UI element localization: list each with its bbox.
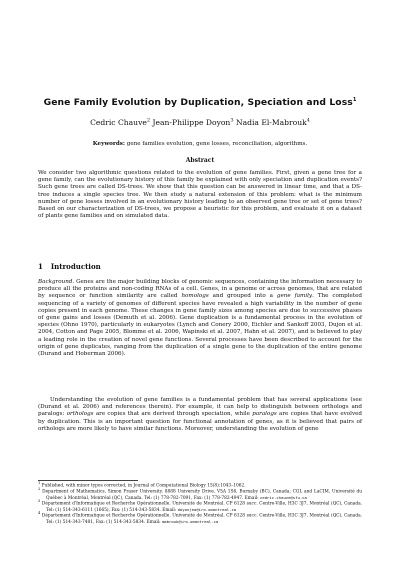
footnote-text: Département d'Informatique et Recherche Opérationnelle. Université de Montréal. CP 6128 succ. Centre-Ville, H3C 3J7, Montréal (QC), Canada. Tel: (1) 514-343-6111 (1665), Fax: (1) 514-343-5834. Email: — [41, 501, 362, 513]
author-name: Jean-Philippe Doyon — [152, 118, 231, 127]
paper-title-text: Gene Family Evolution by Duplication, Speciation and Loss — [43, 97, 353, 108]
footnote-rule — [38, 480, 138, 481]
paragraph-text: are copies that have evolved by duplication. This is an important question for functional annotation of genes, as it is believed that pairs of orthologs are more likely to have similar functions. Moreover, understanding the evolution of gene — [38, 411, 362, 432]
footnote-email: mabrouk@iro.umontreal.ca — [161, 519, 219, 525]
author-name: Cedric Chauve — [90, 118, 147, 127]
keywords-label: Keywords: — [92, 141, 125, 147]
section-heading — [38, 262, 101, 271]
author-footnote-mark: 3 — [230, 117, 234, 124]
paragraph-text: Genes are the major building blocks of genomic sequences, containing the information necessary to produce all the proteins and non-coding RNAs of a cell. Genes, in a genome or across genomes, that are related by sequence or function similarity are called — [38, 279, 362, 300]
abstract-heading: Abstract — [185, 157, 215, 164]
footnote-mark: 2 — [38, 486, 41, 491]
footnote — [38, 513, 362, 525]
abstract-text: We consider two algorithmic questions related to the evolution of gene families. First, given a gene tree for a gene family, can the evolutionary history of this family be explained with only speciation and duplication events? Such gene trees are called DS-trees. We show that this question can be answered in linear time, and that a DS-tree induces a single species tree. We then study a natural extension of this problem: what is the minimum number of gene losses involved in an evolutionary history leading to an observed gene tree or set of gene trees? Based on our characterization of DS-trees, we propose a heuristic for this problem, and evaluate it on a dataset of plants gene families and on simulated data. — [38, 170, 362, 220]
section-number: 1 — [38, 262, 43, 271]
emphasis-term: gene family — [276, 293, 313, 300]
paragraph-lead: Background. — [38, 279, 75, 285]
emphasis-term: orthologs — [66, 411, 94, 418]
author-list — [30, 118, 370, 127]
author-footnote-mark: 4 — [306, 117, 310, 124]
paragraph-text: . The completed sequencing of a variety of genomes of different species have revealed a high variability in the number of gene copies present in each genome. These changes in gene family sizes among species are due to successive phases of gene gains and losses (Demuth et al. 2006). Gene duplication is a fundamental process in the evolution of species (Ohno 1970), particularly in eukaryotes (Lynch and Conery 2000, Eichler and Sankoff 2003, Dujon et al. 2004, Cotton and Page 2005, Blomme et al. 2006, Wapinski et al. 2007, Hahn et al. 2007), and is believed to play a leading role in the creation of novel gene functions. Several processes have been described to account for the origin of gene duplicates, ranging from the duplication of a single gene to the duplication of the entire genome (Durand and Hoberman 2006). — [38, 293, 362, 358]
emphasis-term: homologs — [181, 293, 209, 300]
paper-title — [30, 97, 370, 108]
footnote-mark: 4 — [38, 511, 41, 516]
body-paragraph — [38, 279, 362, 358]
footnote-email: cedric.chauve@sfu.ca — [260, 494, 307, 500]
footnote-text: Département d'Informatique et Recherche Opérationnelle. Université de Montréal. CP 6128 succ. Centre-Ville, H3C 3J7, Montréal (QC), Canada. Tel: (1) 514-343-7481, Fax: (1) 514-343-5834. Email: — [41, 513, 362, 526]
body-paragraph — [38, 397, 362, 433]
footnote-mark: 1 — [38, 481, 41, 485]
author-footnote-mark: 2 — [146, 117, 151, 124]
footnotes — [38, 483, 362, 526]
section-title: Introduction — [50, 262, 101, 271]
keywords-line — [30, 141, 370, 148]
footnote-email: doyonjea@iro.umontreal.ca — [177, 506, 237, 512]
footnote-text: Department of Mathematics, Simon Fraser University. 8888 University Drive, V5A 1S6, Burnaby (BC), Canada; CGL and LaCIM, Université du Québec à Montréal, Montréal (QC), Canada. Tel: (1) 778-782-7091, Fax: (1) 778-782-4947. Email: — [42, 489, 363, 501]
author-name: Nadia El-Mabrouk — [235, 118, 307, 127]
keywords-text: gene families evolution, gene losses, reconciliation, algorithms. — [126, 141, 308, 147]
paragraph-text: Understanding the evolution of gene families is a fundamental problem that has several applications (see (Durand et al. 2006) and references therein). For example, it can help to distinguish between orthologs and paralogs: — [38, 397, 362, 418]
footnote-mark: 3 — [38, 499, 41, 504]
paragraph-text: are copies that are derived through speciation, while — [93, 411, 253, 418]
title-footnote-mark: 1 — [352, 96, 357, 103]
emphasis-term: paralogs — [252, 411, 277, 418]
footnote — [38, 499, 362, 516]
footnote-text: Published, with minor typos corrected, in Journal of Computational Biology 15(8):1043–1062. — [41, 483, 246, 489]
paragraph-text: and grouped into a — [208, 293, 277, 300]
